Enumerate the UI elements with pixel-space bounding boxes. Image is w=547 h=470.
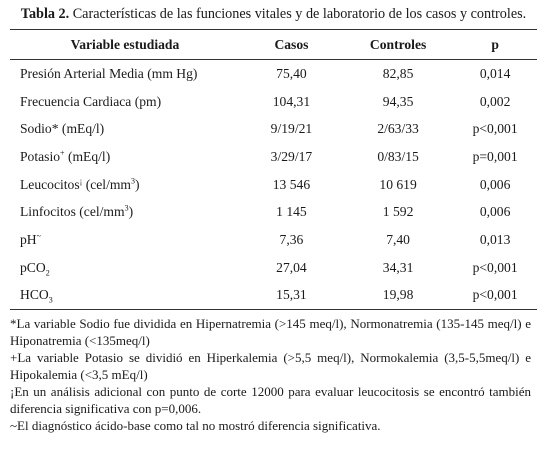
row-controles: 1 592 [382,204,414,220]
row-p: 0,006 [479,204,511,220]
vital-signs-lab-table [10,29,537,310]
table-caption [10,6,537,23]
row-variable [10,282,240,310]
row-controles: 94,35 [382,93,414,109]
footnote-sodio: *La variable Sodio fue dividida en Hipernatremia (>145 meq/l), Normonatremia (135-145 meq/l) e Hiponatremia (<135meq/l) [10,316,531,349]
variable-name: Leucocitos [20,176,80,192]
unit-superscript: 3 [131,176,136,186]
row-variable [10,88,240,116]
row-controles: 10 619 [379,176,417,192]
unit-end: ) [135,176,140,192]
row-controles: 7,40 [386,231,410,247]
row-controles: 0/83/15 [377,148,419,164]
unit-end: ) [128,204,134,220]
variable-name: Frecuencia Cardiaca (pm) [20,93,162,109]
variable-name: HCO [20,287,49,303]
variable-name: pH [20,231,37,247]
chemical-subscript: 2 [45,268,50,278]
table-row [10,198,537,226]
footnote-mark: + [60,148,65,158]
variable-name: Linfocitos (cel/mm [20,204,125,220]
row-casos: 75,40 [276,65,307,81]
row-casos: 13 546 [272,176,311,192]
row-variable [10,115,240,143]
table-row [10,171,537,199]
table-header-row [10,30,537,60]
header-casos: Casos [240,30,343,60]
row-controles: 19,98 [343,282,453,310]
variable-name: Sodio [20,121,52,137]
row-p: 0,006 [479,176,511,192]
table-row [10,226,537,254]
row-controles: 2/63/33 [377,121,419,137]
chemical-subscript: 3 [48,296,53,306]
table-caption-label: Tabla 2. [20,6,70,22]
row-controles: 82,85 [382,65,414,81]
row-p: p<0,001 [472,259,518,275]
row-p: p=0,001 [472,148,518,164]
header-controles: Controles [343,30,453,60]
header-variable: Variable estudiada [10,30,240,60]
row-variable [10,254,240,282]
row-casos: 104,31 [272,93,311,109]
table-row [10,282,537,310]
row-casos: 7,36 [279,231,304,247]
row-variable [10,60,240,88]
row-casos: 15,31 [240,282,343,310]
table-row [10,115,537,143]
row-casos: 27,04 [276,259,307,275]
row-variable [10,171,240,199]
footnote-leucocitos: ¡En un análisis adicional con punto de corte 12000 para evaluar leucocitosis se encontró también diferencia significativa con p=0,006. [10,384,531,417]
row-p: p<0,001 [472,121,518,137]
variable-name: Presión Arterial Media (mm Hg) [20,65,198,81]
footnote-mark: ¡ [79,176,83,186]
row-p: 0,014 [479,65,511,81]
row-variable [10,226,240,254]
table-footnotes [10,315,537,434]
variable-name: Potasio [20,148,61,164]
variable-unit: (mEq/l) [64,148,111,164]
footnote-ph: ~El diagnóstico ácido-base como tal no mostró diferencia significativa. [10,418,381,434]
row-controles: 34,31 [382,259,414,275]
footnote-mark: ~ [36,231,41,241]
row-casos: 1 145 [276,204,307,220]
table-row [10,254,537,282]
header-p: p [453,30,537,60]
variable-unit: (mEq/l) [58,121,105,137]
footnote-potasio: +La variable Potasio se dividió en Hiperkalemia (>5,5 meq/l), Normokalemia (3,5-5,5meq/l) e Hipokalemia (<3,5 mEq/l) [10,350,531,383]
table-caption-text: Características de las funciones vitales y de laboratorio de los casos y controles. [72,6,527,22]
unit-superscript: 3 [124,203,129,213]
variable-name: pCO [20,259,46,275]
row-p: p<0,001 [453,282,537,310]
footnote-mark: * [51,121,59,137]
row-casos: 3/29/17 [270,148,313,164]
variable-unit: (cel/mm [82,176,132,192]
table-row [10,60,537,88]
row-variable [10,198,240,226]
row-casos: 9/19/21 [270,121,313,137]
row-p: 0,013 [479,231,511,247]
table-row [10,143,537,171]
row-p: 0,002 [479,93,511,109]
row-variable [10,143,240,171]
table-row [10,88,537,116]
